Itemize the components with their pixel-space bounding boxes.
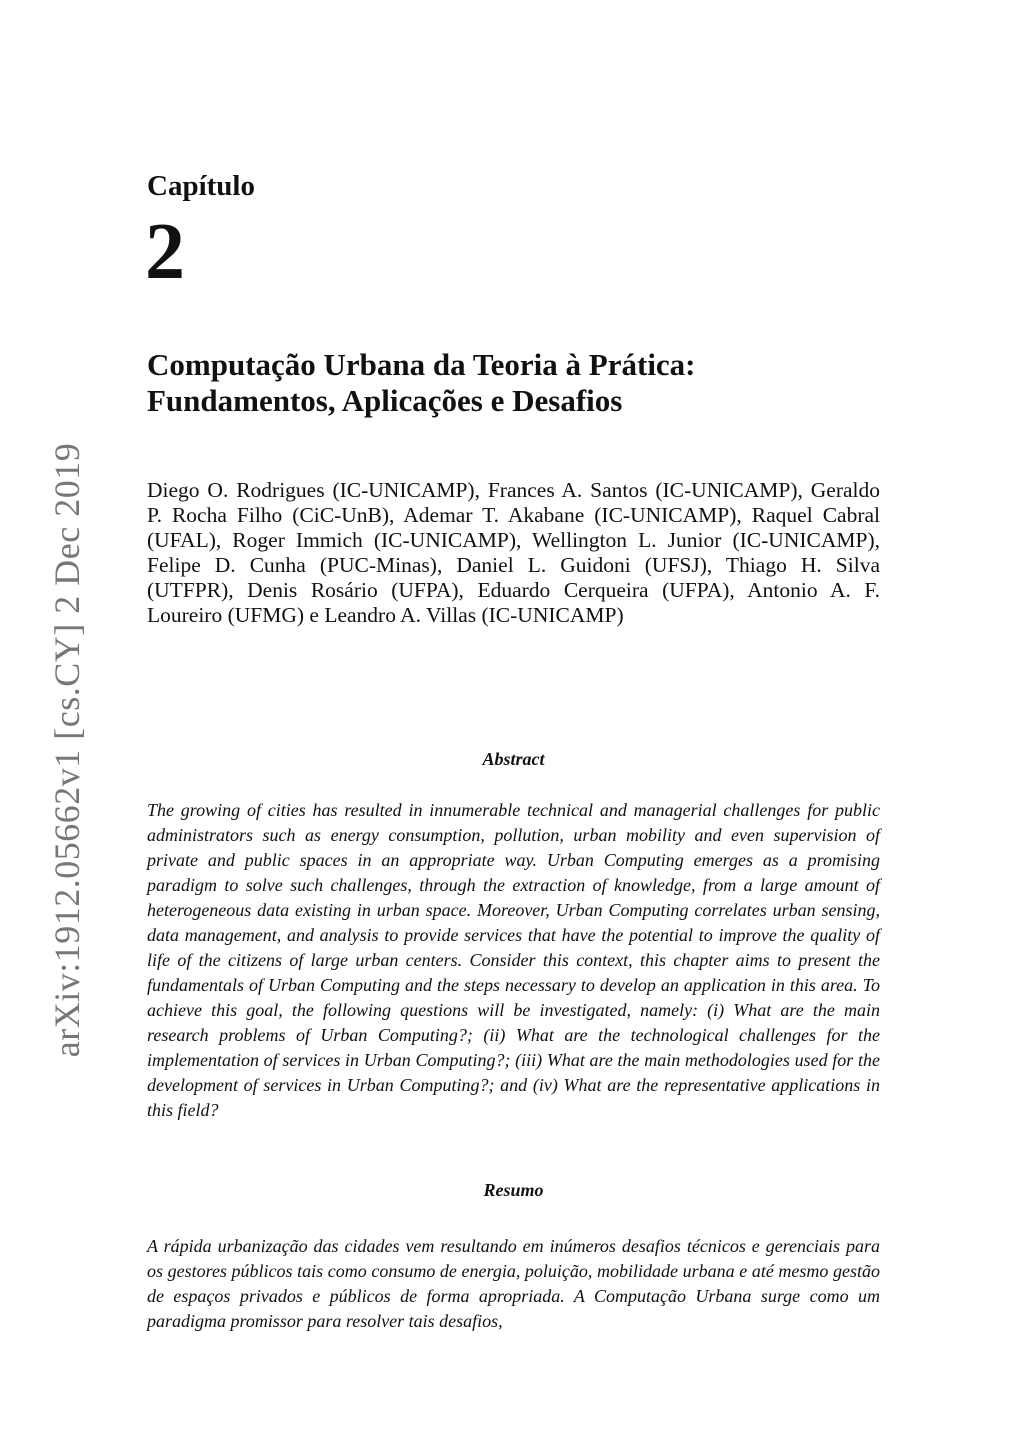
chapter-number: 2	[145, 208, 185, 296]
chapter-title-line-1: Computação Urbana da Teoria à Prática:	[147, 347, 696, 382]
abstract-text: The growing of cities has resulted in innumerable technical and managerial challenges for public administrators such as energy consumption, pollution, urban mobility and even supervision of private and public spaces in an appropriate way. Urban Computing emerges as a promising paradigm to solve such challenges, through the extraction of knowledge, from a large amount of heterogeneous data existing in urban space. Moreover, Urban Computing correlates urban sensing, data management, and analysis to provide services that have the potential to improve the quality of life of the citizens of large urban centers. Consider this context, this chapter aims to present the fundamentals of Urban Computing and the steps necessary to develop an application in this area. To achieve this goal, the following questions will be investigated, namely: (i) What are the main research problems of Urban Computing?; (ii) What are the technological challenges for the implementation of services in Urban Computing?; (iii) What are the main methodologies used for the development of services in Urban Computing?; and (iv) What are the representative applications in this field?	[147, 800, 880, 1120]
chapter-title-line-2: Fundamentos, Aplicações e Desafios	[147, 383, 623, 418]
resumo-heading: Resumo	[483, 1180, 544, 1200]
arxiv-identifier: arXiv:1912.05662v1 [cs.CY] 2 Dec 2019	[47, 442, 87, 1058]
chapter-label: Capítulo	[147, 170, 255, 202]
abstract-heading: Abstract	[482, 749, 545, 769]
author-list: Diego O. Rodrigues (IC-UNICAMP), Frances A. Santos (IC-UNICAMP), Geraldo P. Rocha Filho (CiC-UnB), Ademar T. Akabane (IC-UNICAMP), Raquel Cabral (UFAL), Roger Immich (IC-UNICAMP), Wellington L. Junior (IC-UNICAMP), Felipe D. Cunha (PUC-Minas), Daniel L. Guidoni (UFSJ), Thiago H. Silva (UTFPR), Denis Rosário (UFPA), Eduardo Cerqueira (UFPA), Antonio A. F. Loureiro (UFMG) e Leandro A. Villas (IC-UNICAMP)	[147, 478, 880, 627]
resumo-text: A rápida urbanização das cidades vem resultando em inúmeros desafios técnicos e gerenciais para os gestores públicos tais como consumo de energia, poluição, mobilidade urbana e até mesmo gestão de espaços privados e públicos de forma apropriada. A Computação Urbana surge como um paradigma promissor para resolver tais desafios,	[147, 1236, 880, 1331]
chapter-title	[147, 347, 880, 419]
